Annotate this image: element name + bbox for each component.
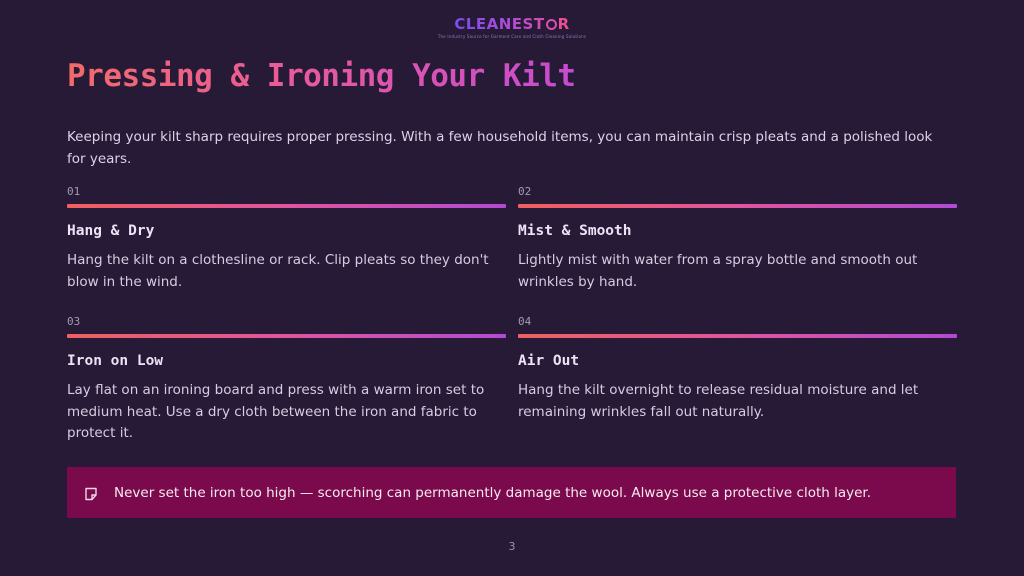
logo-tagline: The Industry Source for Garment Care and Cloth Cleaning Solutions (437, 34, 587, 39)
step-divider (518, 204, 957, 208)
step-title: Iron on Low (67, 353, 164, 369)
step-description: Lightly mist with water from a spray bottle and smooth out wrinkles by hand. (518, 252, 918, 290)
warning-callout (67, 467, 956, 518)
step-description: Hang the kilt overnight to release residual moisture and let remaining wrinkles fall out naturally. (518, 382, 919, 420)
step-number: 02 (518, 185, 532, 198)
step-divider (67, 334, 506, 338)
step-divider (518, 334, 957, 338)
logo-text-end: R (557, 15, 570, 33)
step-title: Mist & Smooth (518, 223, 632, 239)
step-divider (67, 204, 506, 208)
note-icon (84, 486, 98, 500)
step-card-2 (518, 184, 957, 293)
step-number: 04 (518, 315, 532, 328)
brand-logo (0, 14, 1024, 39)
step-number: 01 (67, 185, 81, 198)
callout-text: Never set the iron too high — scorching can permanently damage the wool. Always use a protective cloth layer. (114, 484, 872, 501)
step-card-4 (518, 314, 957, 423)
step-title: Hang & Dry (67, 223, 155, 239)
step-card-1 (67, 184, 506, 293)
step-description: Hang the kilt on a clothesline or rack. Clip pleats so they don't blow in the wind. (67, 252, 489, 290)
logo-wordmark (454, 15, 569, 33)
step-title: Air Out (518, 353, 580, 369)
page-number: 3 (508, 540, 516, 553)
step-number: 03 (67, 315, 81, 328)
logo-o-icon (546, 19, 557, 30)
step-card-3 (67, 314, 506, 445)
step-description: Lay flat on an ironing board and press with a warm iron set to medium heat. Use a dry cloth between the iron and fabric to protect it. (67, 382, 485, 441)
page-title: Pressing & Ironing Your Kilt (67, 58, 576, 94)
intro-text: Keeping your kilt sharp requires proper pressing. With a few household items, you can maintain crisp pleats and a polished look for years. (67, 129, 933, 167)
logo-text-start: CLEANEST (454, 15, 545, 33)
